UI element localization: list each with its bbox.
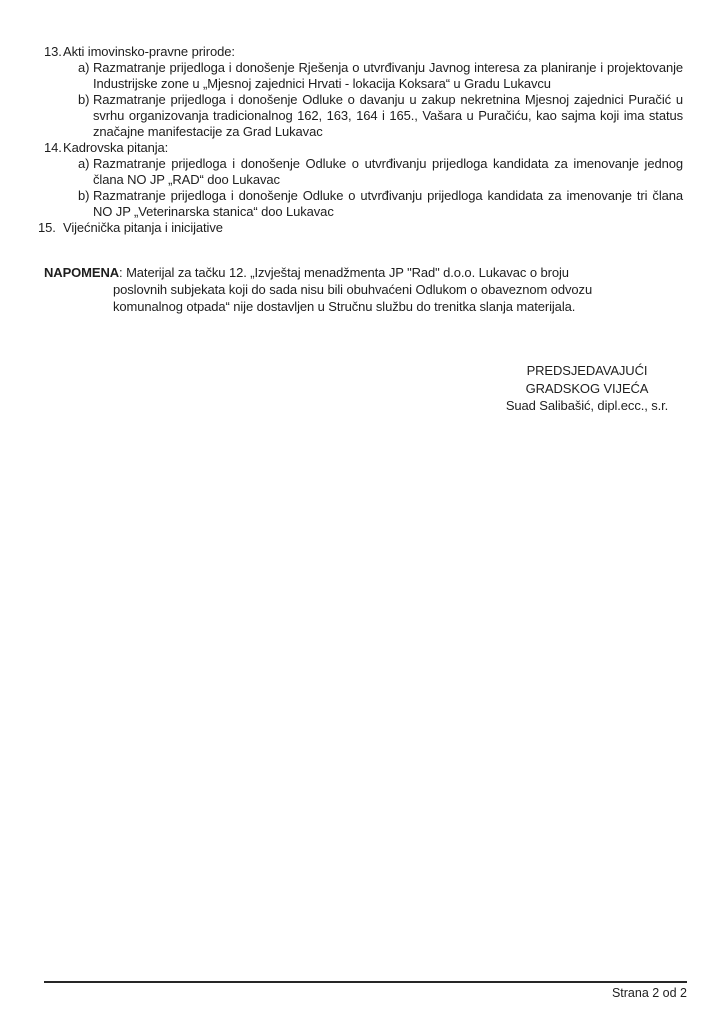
agenda-subitem-13b [78,92,683,140]
note-separator: : [119,265,127,280]
signature-title-line2: GRADSKOG VIJEĆA [525,380,649,396]
item-title: Kadrovska pitanja: [63,140,169,155]
agenda-item-13 [44,44,683,140]
agenda-item-15 [38,220,683,236]
subitem-text: Razmatranje prijedloga i donošenje Odluke o davanju u zakup nekretnina Mjesnoj zajednici Puračić u svrhu organizovanja tradicionalnog 162, 163, 164 i 165., Vašara u Puračiću, kao sajma koji ima status značajne manifestacije za Grad Lukavac [93,92,683,139]
note-text: Materijal za tačku 12. „Izvještaj menadžmenta JP "Rad" d.o.o. Lukavac o broju poslovnih subjekata koji do sada nisu bili obuhvaćeni Odlukom o obaveznom odvozu komunalnog otpada“ nije dostavljen u Stručnu službu do trenitka slanja materijala. [113,265,593,314]
agenda-subitem-13a [78,60,683,92]
item-number: 15. [38,220,56,235]
subitem-text: Razmatranje prijedloga i donošenje Rješenja o utvrđivanju Javnog interesa za planiranje i projektovanje Industrijske zone u „Mjesnoj zajednici Hrvati - lokacija Koksara“ u Gradu Lukavcu [93,60,683,91]
agenda-list [38,44,683,236]
subitem-label: b) [78,92,90,107]
page-footer [44,981,687,1000]
item-number: 13. [44,44,62,59]
subitem-label: b) [78,188,90,203]
signature-block [491,362,683,415]
item-title: Vijećnička pitanja i inicijative [63,220,223,235]
note-paragraph [44,264,596,315]
agenda-item-14 [44,140,683,220]
agenda-subitem-14b [78,188,683,220]
subitem-label: a) [78,60,90,75]
signature-name: Suad Salibašić, dipl.ecc., s.r. [505,398,669,413]
subitem-label: a) [78,156,90,171]
signature-title-line1: PREDSJEDAVAJUĆI [526,363,648,378]
agenda-subitem-14a [78,156,683,188]
note-label: NAPOMENA [44,265,120,280]
subitem-text: Razmatranje prijedloga i donošenje Odluke o utvrđivanju prijedloga kandidata za imenovanje tri člana NO JP „Veterinarska stanica“ doo Lukavac [93,188,683,219]
item-title: Akti imovinsko-pravne prirode: [63,44,235,59]
page-number-label: Strana 2 od 2 [611,986,687,1000]
subitem-text: Razmatranje prijedloga i donošenje Odluke o utvrđivanju prijedloga kandidata za imenovanje jednog člana NO JP „RAD“ doo Lukavac [93,156,683,187]
item-number: 14. [44,140,62,155]
